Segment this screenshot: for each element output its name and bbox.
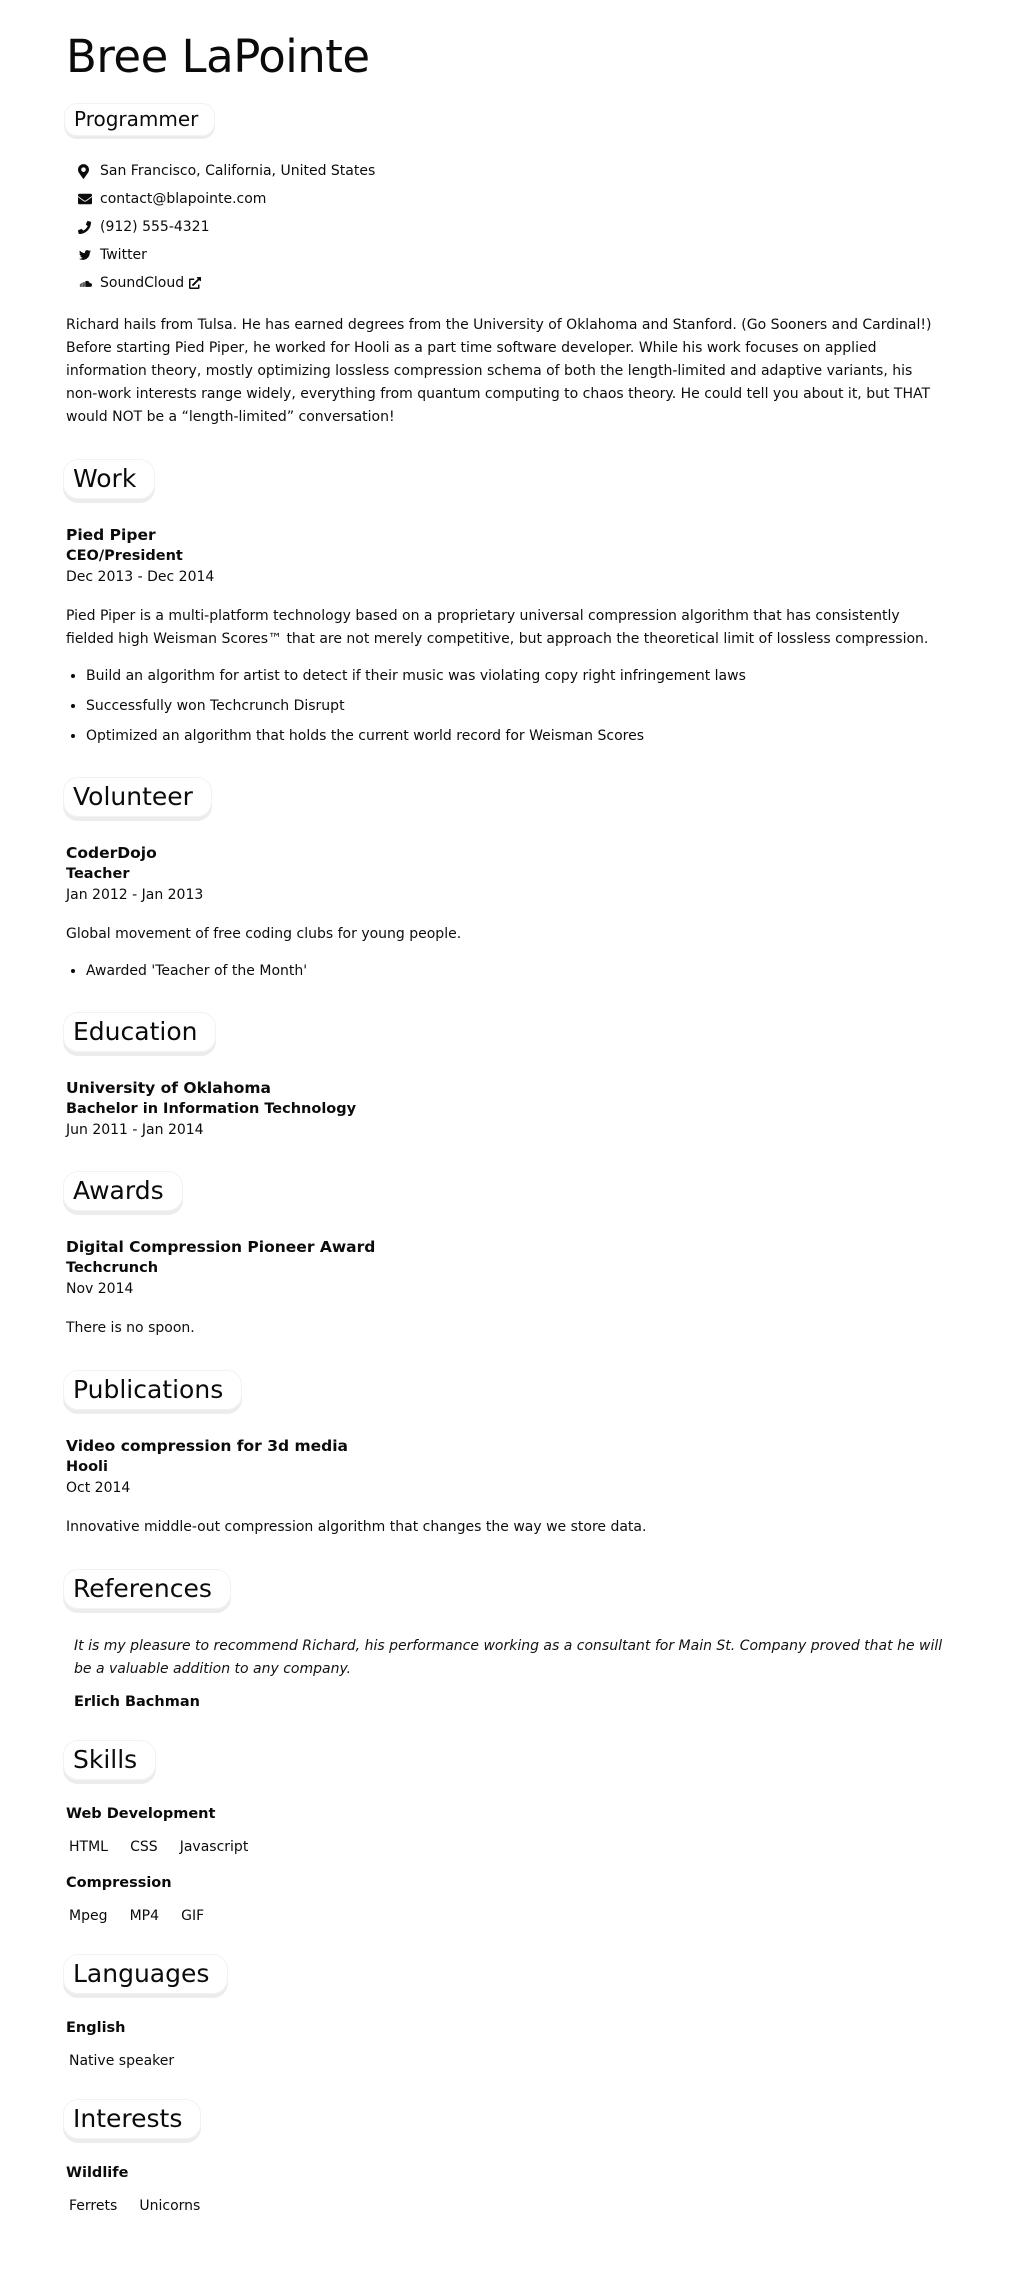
section-volunteer <box>66 777 944 982</box>
highlight-item: • Awarded 'Teacher of the Month' <box>86 961 944 982</box>
interest-group <box>66 2165 944 2214</box>
section-languages <box>66 1954 944 2069</box>
phone-icon <box>78 221 100 234</box>
work-heading: Work <box>63 459 155 499</box>
award-summary: There is no spoon. <box>66 1320 195 1336</box>
phone-link[interactable]: (912) 555-4321 <box>100 219 210 235</box>
skill-keywords <box>69 1836 944 1855</box>
reference-entry <box>66 1635 944 1710</box>
person-name: Bree LaPointe <box>66 30 370 83</box>
references-heading: References <box>63 1569 231 1609</box>
awards-heading: Awards <box>63 1171 183 1211</box>
email-link[interactable]: contact@blapointe.com <box>100 191 267 207</box>
interest-keywords <box>69 2195 944 2214</box>
soundcloud-icon <box>78 277 100 290</box>
interest-keyword: Unicorns <box>139 2198 201 2214</box>
interest-keyword: Ferrets <box>69 2198 118 2214</box>
education-entry <box>66 1078 944 1141</box>
contact-location <box>78 162 944 180</box>
highlight-item: • Build an algorithm for artist to detect if their music was violating copy right infringement laws <box>86 666 944 687</box>
contact-phone <box>78 218 944 236</box>
skill-keyword: Javascript <box>179 1839 249 1855</box>
skill-group-name: Compression <box>66 1875 172 1891</box>
contact-twitter <box>78 246 944 264</box>
education-heading: Education <box>63 1012 216 1052</box>
reference-quote: It is my pleasure to recommend Richard, his performance working as a consultant for Main St. Company proved that he will be a valuable addition to any company. <box>74 1638 943 1677</box>
languages-heading: Languages <box>63 1954 228 1994</box>
skill-keyword: Mpeg <box>69 1908 108 1924</box>
section-skills <box>66 1740 944 1924</box>
award-entry <box>66 1237 944 1340</box>
language-name: English <box>66 2020 126 2036</box>
highlight-item: • Successfully won Techcrunch Disrupt <box>86 696 944 717</box>
twitter-icon <box>78 249 100 261</box>
publication-title: Video compression for 3d media <box>66 1437 349 1455</box>
language-fluency: Native speaker <box>69 2053 175 2069</box>
twitter-link[interactable]: Twitter <box>100 247 147 263</box>
section-publications <box>66 1370 944 1539</box>
section-interests <box>66 2099 944 2214</box>
volunteer-summary: Global movement of free coding clubs for young people. <box>66 926 462 942</box>
work-summary: Pied Piper is a multi-platform technology based on a proprietary universal compression algorithm that has consistently fielded high Weisman Scores™ that are not merely competitive, but approach the theoretical limit of lossless compression. <box>66 608 929 647</box>
skill-keyword: GIF <box>181 1908 205 1924</box>
section-work <box>66 459 944 747</box>
volunteer-heading: Volunteer <box>63 777 212 817</box>
section-references <box>66 1569 944 1710</box>
interests-heading: Interests <box>63 2099 201 2139</box>
job-title-badge: Programmer <box>64 103 215 136</box>
education-dates: Jun 2011 - Jan 2014 <box>66 1122 204 1138</box>
summary-paragraph: Richard hails from Tulsa. He has earned degrees from the University of Oklahoma and Stanford. (Go Sooners and Cardinal!) Before starting Pied Piper, he worked for Hooli as a part time software developer. While his work focuses on applied information theory, mostly optimizing lossless compression schema of both the length-limited and adaptive variants, his non-work interests range widely, everything from quantum computing to chaos theory. He could tell you about it, but THAT would NOT be a “length-limited” conversation! <box>66 317 932 425</box>
award-title: Digital Compression Pioneer Award <box>66 1238 376 1256</box>
work-position: CEO/President <box>66 548 183 564</box>
volunteer-organization: CoderDojo <box>66 844 157 862</box>
contact-list <box>78 162 944 292</box>
volunteer-highlights <box>86 961 944 982</box>
education-institution: University of Oklahoma <box>66 1079 271 1097</box>
skill-keyword: CSS <box>130 1839 158 1855</box>
skill-group <box>66 1806 944 1855</box>
volunteer-position: Teacher <box>66 866 130 882</box>
skill-keyword: HTML <box>69 1839 108 1855</box>
skill-group-name: Web Development <box>66 1806 216 1822</box>
highlight-item: • Optimized an algorithm that holds the current world record for Weisman Scores <box>86 726 944 747</box>
work-entry <box>66 525 944 747</box>
external-link-icon <box>189 277 201 289</box>
language-fluency-wrap <box>69 2050 944 2069</box>
work-dates: Dec 2013 - Dec 2014 <box>66 569 215 585</box>
contact-email <box>78 190 944 208</box>
publication-date: Oct 2014 <box>66 1480 131 1496</box>
award-date: Nov 2014 <box>66 1281 134 1297</box>
work-highlights <box>86 666 944 747</box>
publications-heading: Publications <box>63 1370 242 1410</box>
publication-summary: Innovative middle-out compression algorithm that changes the way we store data. <box>66 1519 647 1535</box>
skills-heading: Skills <box>63 1740 156 1780</box>
soundcloud-link[interactable]: SoundCloud <box>100 275 185 291</box>
language-item <box>66 2020 944 2069</box>
envelope-icon <box>78 192 100 206</box>
publication-publisher: Hooli <box>66 1459 108 1475</box>
contact-soundcloud <box>78 274 944 292</box>
map-marker-icon <box>78 164 100 179</box>
skill-group <box>66 1875 944 1924</box>
section-awards <box>66 1171 944 1340</box>
section-education <box>66 1012 944 1141</box>
publication-entry <box>66 1436 944 1539</box>
education-degree: Bachelor in Information Technology <box>66 1101 357 1117</box>
interest-name: Wildlife <box>66 2165 129 2181</box>
volunteer-entry <box>66 843 944 982</box>
location-text: San Francisco, California, United States <box>100 163 376 179</box>
volunteer-dates: Jan 2012 - Jan 2013 <box>66 887 204 903</box>
skill-keyword: MP4 <box>129 1908 159 1924</box>
reference-name: Erlich Bachman <box>74 1694 200 1710</box>
work-company: Pied Piper <box>66 526 156 544</box>
award-awarder: Techcrunch <box>66 1260 159 1276</box>
skill-keywords <box>69 1905 944 1924</box>
